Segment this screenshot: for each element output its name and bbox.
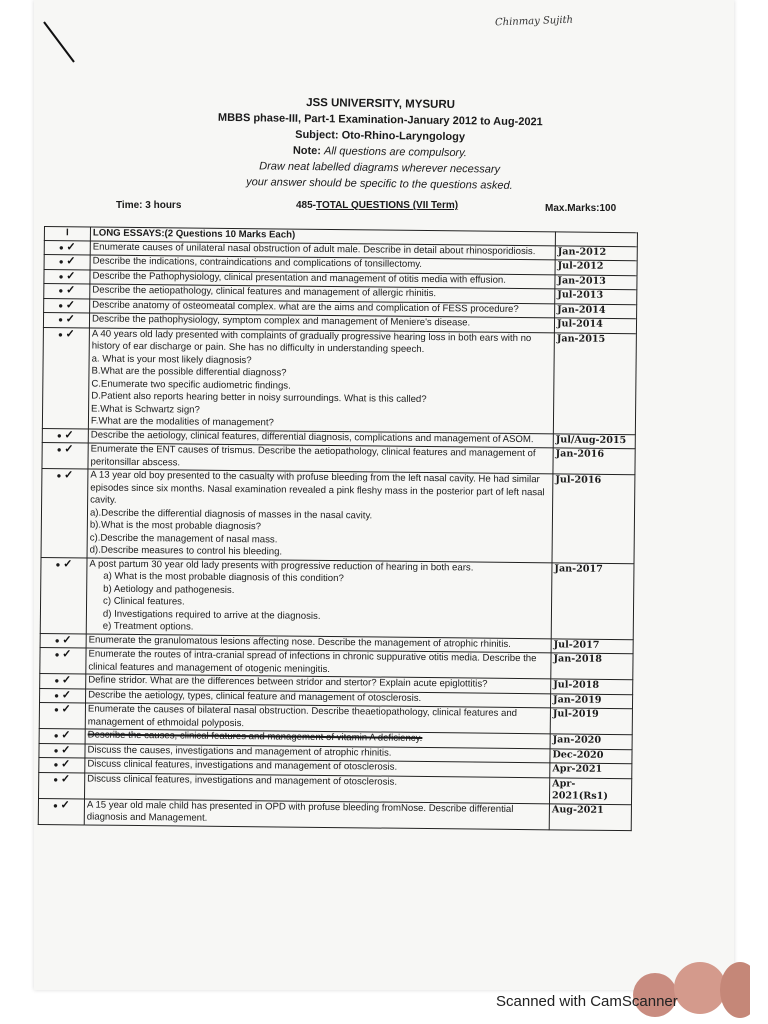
question-subpart: d) Investigations required to arrive at the diagnosis. — [102, 608, 321, 622]
checkmark-icon: ✓ — [64, 428, 74, 441]
question-cell — [86, 648, 551, 679]
exam-date: Jul-2013 — [555, 289, 637, 304]
checkmark-icon: ✓ — [65, 284, 76, 297]
exam-date: Jul-2017 — [551, 638, 633, 653]
exam-date: Jul-2018 — [551, 679, 633, 694]
total-prefix: 485- — [296, 200, 317, 211]
section-title: LONG ESSAYS:(2 Questions 10 Marks Each) — [90, 227, 555, 245]
bullet-cell — [39, 728, 85, 743]
question-text: Describe the pathophysiology, symptom complex and management of Meniere's disease. — [91, 313, 471, 329]
checkmark-icon: ✓ — [66, 269, 76, 282]
bullet-icon: ● — [58, 300, 64, 310]
question-subpart: d).Describe measures to control his bleeding. — [89, 544, 283, 558]
exam-date: Jan-2012 — [555, 245, 637, 260]
checkmark-icon: ✓ — [60, 798, 70, 811]
bullet-icon: ● — [53, 760, 59, 770]
bullet-cell — [38, 798, 84, 824]
bullet-icon: ● — [55, 559, 61, 569]
question-text: Describe anatomy of osteomeatal complex. what are the aims and complication of FESS procedure? — [92, 299, 519, 315]
question-cell — [88, 443, 553, 474]
checkmark-icon: ✓ — [61, 674, 72, 687]
document-header — [169, 93, 590, 195]
bullet-icon: ● — [54, 676, 60, 686]
exam-date: Aug-2021 — [549, 803, 631, 830]
question-cell — [86, 557, 552, 638]
question-text: Enumerate the causes of bilateral nasal obstruction. Describe theaetiopathology, clinical features and management of ethmoidal polyposis. — [87, 703, 518, 729]
total-questions — [296, 200, 458, 211]
checkmark-icon: ✓ — [64, 443, 74, 456]
bullet-icon: ● — [53, 774, 59, 784]
subject-line: Subject: Oto-Rhino-Laryngology — [295, 128, 466, 144]
question-text: Describe the causes, clinical features and management of vitamin A deficiency. — [87, 729, 423, 744]
bullet-icon: ● — [58, 257, 64, 267]
question-subpart: e) Treatment options. — [102, 620, 194, 633]
question-text: Define stridor. What are the differences between stridor and stertor? Explain acute epiglottitis? — [88, 674, 488, 690]
bullet-cell — [44, 269, 90, 284]
exam-date: Jul-2019 — [550, 708, 632, 735]
question-subpart: a) What is the most probable diagnosis of this condition? — [103, 570, 344, 585]
question-text: Describe the Pathophysiology, clinical presentation and management of otitis media with effusion. — [92, 270, 507, 286]
exam-date: Jan-2018 — [551, 653, 633, 680]
exam-date: Jan-2014 — [555, 303, 637, 318]
question-subpart: E.What is Schwartz sign? — [91, 403, 200, 416]
bullet-icon: ● — [54, 635, 60, 645]
bullet-icon: ● — [58, 242, 64, 252]
question-cell — [84, 798, 549, 829]
exam-date: Jan-2015 — [553, 332, 636, 434]
note-text: All questions are compulsory. — [323, 145, 467, 160]
bullet-icon: ● — [58, 315, 64, 325]
exam-title: MBBS phase-III, Part-1 Examination-January 2012 to Aug-2021 — [217, 111, 543, 129]
question-text: Discuss clinical features, investigations and management of otosclerosis. — [87, 772, 398, 788]
question-subpart: a).Describe the differential diagnosis of masses in the nasal cavity. — [89, 506, 373, 521]
bullet-cell — [40, 673, 86, 688]
bullet-cell — [43, 313, 89, 328]
question-cell — [88, 327, 554, 433]
question-text: Enumerate the granulomatous lesions affecting nose. Describe the management of atrophic rhinitis. — [88, 633, 511, 650]
checkmark-icon: ✓ — [60, 772, 71, 785]
bullet-cell — [41, 468, 88, 557]
question-text: A post partum 30 year old lady presents with progressive reduction of hearing in both ears. — [89, 557, 474, 574]
checkmark-icon: ✓ — [61, 688, 72, 701]
checkmark-icon: ✓ — [60, 758, 71, 771]
question-text: Describe the indications, contraindications and complications of tonsillectomy. — [92, 255, 423, 270]
bullet-cell — [39, 772, 85, 798]
exam-date: Jan-2013 — [555, 274, 637, 289]
bullet-cell — [40, 647, 86, 673]
checkmark-icon: ✓ — [61, 743, 71, 756]
question-row — [41, 468, 635, 563]
question-row — [40, 557, 634, 639]
question-text: A 13 year old boy presented to the casualty with profuse bleeding from the left nasal cavity. He had similar episodes since six months. Nasal examination revealed a pink fleshy mass in the posterior part of left nasal cavity. — [90, 469, 545, 506]
bullet-cell — [39, 743, 85, 758]
question-subpart: D.Patient also reports hearing better in noisy surroundings. What is this called? — [91, 390, 427, 406]
question-subpart: c).Describe the management of nasal mass. — [89, 531, 278, 545]
bullet-icon: ● — [54, 690, 60, 700]
question-cell — [87, 469, 553, 562]
bullet-cell — [42, 327, 89, 428]
note-label: Note: — [292, 144, 322, 158]
checkmark-icon: ✓ — [66, 255, 76, 268]
bullet-cell — [42, 442, 88, 468]
exam-date: Jul-2014 — [554, 318, 636, 333]
camscanner-watermark: Scanned with CamScanner — [496, 993, 678, 1010]
bullet-cell — [39, 757, 85, 772]
checkmark-icon: ✓ — [62, 633, 72, 646]
bullet-icon: ● — [53, 800, 58, 810]
university-name: JSS UNIVERSITY, MYSURU — [306, 96, 456, 112]
instruction-diagrams: Draw neat labelled diagrams wherever necessary — [259, 160, 501, 176]
exam-date: Dec-2020 — [550, 748, 632, 763]
section-date-cell — [555, 232, 637, 246]
bullet-cell — [40, 688, 86, 703]
checkmark-icon: ✓ — [62, 648, 72, 661]
question-subpart: C.Enumerate two specific audiometric findings. — [91, 378, 291, 392]
bullet-cell — [44, 240, 90, 255]
checkmark-icon: ✓ — [65, 327, 75, 340]
bullet-icon: ● — [53, 731, 59, 741]
checkmark-icon: ✓ — [63, 469, 74, 482]
checkmark-icon: ✓ — [66, 240, 76, 253]
exam-date: Jan-2019 — [550, 693, 632, 708]
bullet-icon: ● — [56, 445, 62, 455]
total-label: TOTAL QUESTIONS (VII Term) — [316, 200, 459, 211]
bullet-cell — [44, 255, 90, 270]
question-text: Describe the aetiology, clinical features, differential diagnosis, complications and management of ASOM. — [90, 429, 534, 445]
instruction-specific: your answer should be specific to the questions asked. — [246, 176, 513, 192]
exam-date: Jul/Aug-2015 — [553, 433, 635, 448]
bullet-cell — [44, 298, 90, 313]
exam-date: Apr-2021(Rs1) — [549, 777, 631, 804]
bullet-icon: ● — [54, 705, 59, 715]
bullet-icon: ● — [54, 650, 60, 660]
bullet-icon: ● — [56, 471, 62, 481]
question-text: Discuss clinical features, investigations and management of otosclerosis. — [87, 758, 398, 773]
max-marks: Max.Marks:100 — [545, 203, 617, 214]
bullet-cell — [40, 557, 87, 633]
pen-stroke-mark — [40, 18, 80, 66]
bullet-icon: ● — [57, 329, 63, 339]
question-text: Enumerate the ENT causes of trismus. Describe the aetiopathology, clinical features and management of peritonsillar abscess. — [90, 443, 536, 468]
question-text: Describe the aetiology, types, clinical feature and management of otosclerosis. — [88, 688, 422, 704]
checkmark-icon: ✓ — [61, 729, 71, 742]
checkmark-icon: ✓ — [63, 557, 73, 570]
exam-date: Jan-2016 — [553, 448, 635, 475]
question-text: Discuss the causes, investigations and management of atrophic rhinitis. — [87, 743, 392, 759]
bullet-cell — [44, 284, 90, 299]
question-row — [38, 798, 631, 830]
handwritten-signature: Chinmay Sujith — [494, 14, 574, 29]
question-text: A 40 years old lady presented with complaints of gradually progressive hearing loss in both ears with no history of ear discharge or pain. She has no difficulty in understanding speech. — [91, 328, 532, 355]
exam-date: Apr-2021 — [550, 763, 632, 778]
questions-table — [38, 226, 638, 831]
question-text: A 15 year old male child has presented in OPD with profuse bleeding fromNose. Describe differential diagnosis and Management. — [86, 798, 514, 824]
question-subpart: c) Clinical features. — [103, 595, 185, 608]
exam-date: Jan-2020 — [550, 734, 632, 749]
question-row — [42, 327, 636, 434]
checkmark-icon: ✓ — [65, 313, 75, 326]
question-cell — [85, 703, 550, 734]
checkmark-icon: ✓ — [61, 703, 71, 716]
exam-time: Time: 3 hours — [116, 200, 182, 211]
bullet-icon: ● — [56, 430, 62, 440]
question-subpart: a. What is your most likely diagnosis? — [91, 353, 252, 366]
bullet-cell — [39, 702, 85, 728]
question-text: Enumerate the routes of intra-cranial spread of infections in chronic suppurative otitis media. Describe the clinical features and management of otogenic meningitis. — [88, 648, 537, 675]
bullet-icon: ● — [53, 745, 59, 755]
exam-date: Jan-2017 — [551, 562, 634, 639]
question-subpart: F.What are the modalities of management? — [90, 415, 274, 429]
exam-date: Jul-2012 — [555, 260, 637, 275]
question-text: Enumerate causes of unilateral nasal obstruction of adult male. Describe in detail about rhinosporidiosis. — [92, 241, 536, 257]
section-number: I — [44, 227, 90, 241]
checkmark-icon: ✓ — [65, 298, 76, 311]
bullet-icon: ● — [58, 286, 64, 296]
bullet-cell — [42, 428, 88, 443]
question-subpart: B.What are the possible differential diagnoss? — [91, 365, 287, 379]
question-subpart: b).What is the most probable diagnosis? — [89, 519, 262, 533]
bullet-cell — [40, 633, 86, 648]
bullet-icon: ● — [58, 271, 64, 281]
exam-date: Jul-2016 — [552, 474, 635, 563]
question-text: Describe the aetiopathology, clinical features and management of allergic rhinitis. — [92, 284, 437, 300]
question-subpart: b) Aetiology and pathogenesis. — [103, 583, 235, 596]
